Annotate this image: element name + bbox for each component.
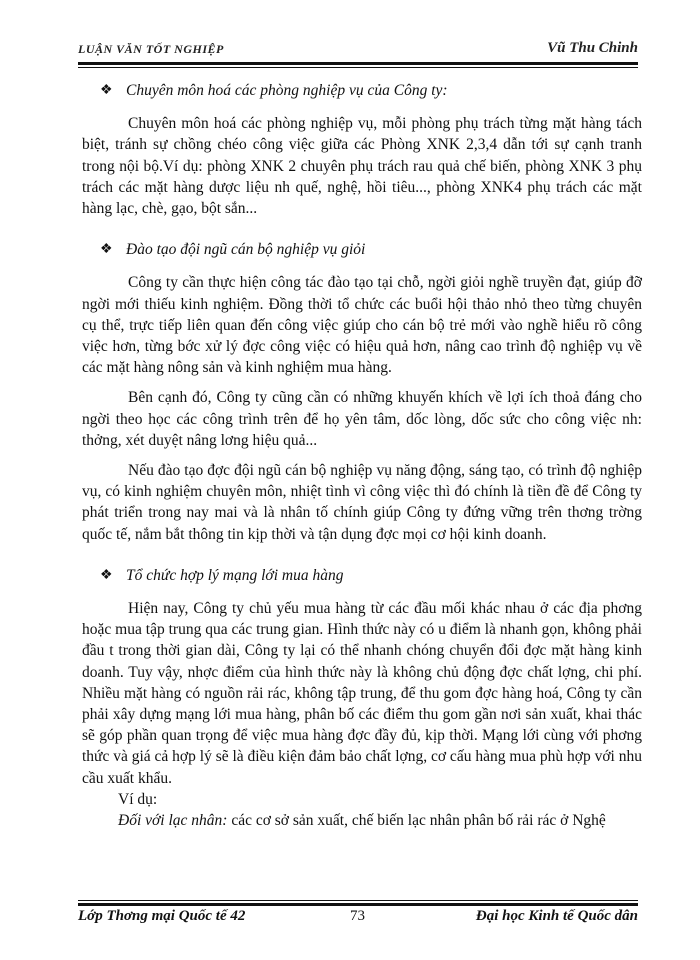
example-text: các cơ sở sản xuất, chế biến lạc nhân phân bố rải rác ở Nghệ	[227, 812, 606, 830]
example-subject: Đối với lạc nhân:	[118, 812, 228, 830]
footer-rule-thick	[78, 903, 638, 906]
page-footer	[78, 908, 638, 928]
section-heading-specialization	[82, 80, 642, 101]
page-body	[82, 80, 642, 831]
paragraph: Bên cạnh đó, Công ty cũng cần có những khuyến khích về lợi ích thoả đáng cho ngời theo học các công trình trên để họ yên tâm, dốc lòng, dốc sức cho công việc nh: thởng, xét duyệt nâng lơng hiệu quả...	[82, 389, 642, 449]
example-line	[82, 810, 642, 831]
diamond-bullet-icon: ❖	[100, 242, 113, 258]
header-author-name: Vũ Thu Chinh	[547, 40, 638, 56]
header-thesis-title: LUẬN VĂN TỐT NGHIỆP	[78, 42, 224, 56]
diamond-bullet-icon: ❖	[100, 83, 113, 98]
footer-rule-thin	[78, 900, 638, 901]
header-rule-thick	[78, 62, 638, 65]
section-heading-text: Đào tạo đội ngũ cán bộ nghiệp vụ giỏi	[126, 241, 366, 259]
paragraph: Chuyên môn hoá các phòng nghiệp vụ, mỗi phòng phụ trách từng mặt hàng tách biệt, tránh sự chồng chéo công việc giữa các Phòng XNK 2,3,4 dẫn tới sự cạnh tranh trong nội bộ.Ví dụ: phòng XNK 2 chuyên phụ trách rau quả chế biến, phòng XNK 3 phụ trách các mặt hàng dược liệu nh quế, nghệ, hồi tiêu..., phòng XNK4 phụ trách các mặt hàng lạc, chè, gạo, bột sắn...	[82, 115, 642, 218]
section-heading-text: Chuyên môn hoá các phòng nghiệp vụ của Công ty:	[126, 82, 448, 99]
section-heading-purchasing-network	[82, 565, 642, 586]
example-label: Ví dụ:	[118, 790, 158, 808]
diamond-bullet-icon: ❖	[100, 567, 113, 583]
section-heading-text: Tổ chức hợp lý mạng lới mua hàng	[126, 566, 344, 584]
paragraph: Nếu đào tạo đợc đội ngũ cán bộ nghiệp vụ năng động, sáng tạo, có trình độ nghiệp vụ, có kinh nghiệm chuyên môn, nhiệt tình vì công việc thì đó chính là tiền đề để Công ty phát triển trong nay mai và là nhân tố chính giúp Công ty đứng vững trên thơng trờng quốc tế, nắm bắt thông tin kịp thời và tận dụng đợc mọi cơ hội kinh doanh.	[82, 462, 642, 543]
paragraph: Công ty cần thực hiện công tác đào tạo tại chỗ, ngời giỏi nghề truyền đạt, giúp đỡ ngời mới thiếu kinh nghiệm. Đồng thời tổ chức các buổi hội thảo nhỏ theo từng chuyên cụ thể, trực tiếp liên quan đến công việc giúp cho cán bộ trẻ mới vào nghề hiểu rõ công việc hơn, từng bớc xử lý đợc công việc có hiệu quả hơn, nâng cao trình độ nghiệp vụ về các mặt hàng nông sản và kinh nghiệm mua hàng.	[82, 274, 642, 377]
footer-class-name: Lớp Thơng mại Quốc tế 42	[78, 908, 246, 924]
page-number: 73	[350, 908, 365, 924]
paragraph: Hiện nay, Công ty chủ yếu mua hàng từ các đầu mối khác nhau ở các địa phơng hoặc mua tập trung qua các trung gian. Hình thức này có u điểm là nhanh gọn, không phải đầu t trong thời gian dài, Công ty lại có thể nhanh chóng chuyển đổi đợc mặt hàng kinh doanh. Tuy vậy, nhợc điểm của hình thức này là không chủ động đợc chất lợng, chi phí. Nhiều mặt hàng có nguồn rải rác, không tập trung, để thu gom đợc hàng hoá, Công ty cần phải xây dựng mạng lới mua hàng, phân bố các điểm thu gom gần nơi sản xuất, khai thác sẽ góp phần quan trọng để việc mua hàng đợc đầy đủ, kịp thời. Mạng lới cùng với phơng thức và giá cả hợp lý sẽ là điều kiện đảm bảo chất lợng, cơ cấu hàng mua phù hợp với nhu cầu xuất khẩu.	[82, 600, 642, 787]
header-rule-thin	[78, 67, 638, 68]
section-heading-training	[82, 239, 642, 260]
page-header	[78, 40, 638, 62]
footer-university: Đại học Kinh tế Quốc dân	[475, 908, 638, 924]
